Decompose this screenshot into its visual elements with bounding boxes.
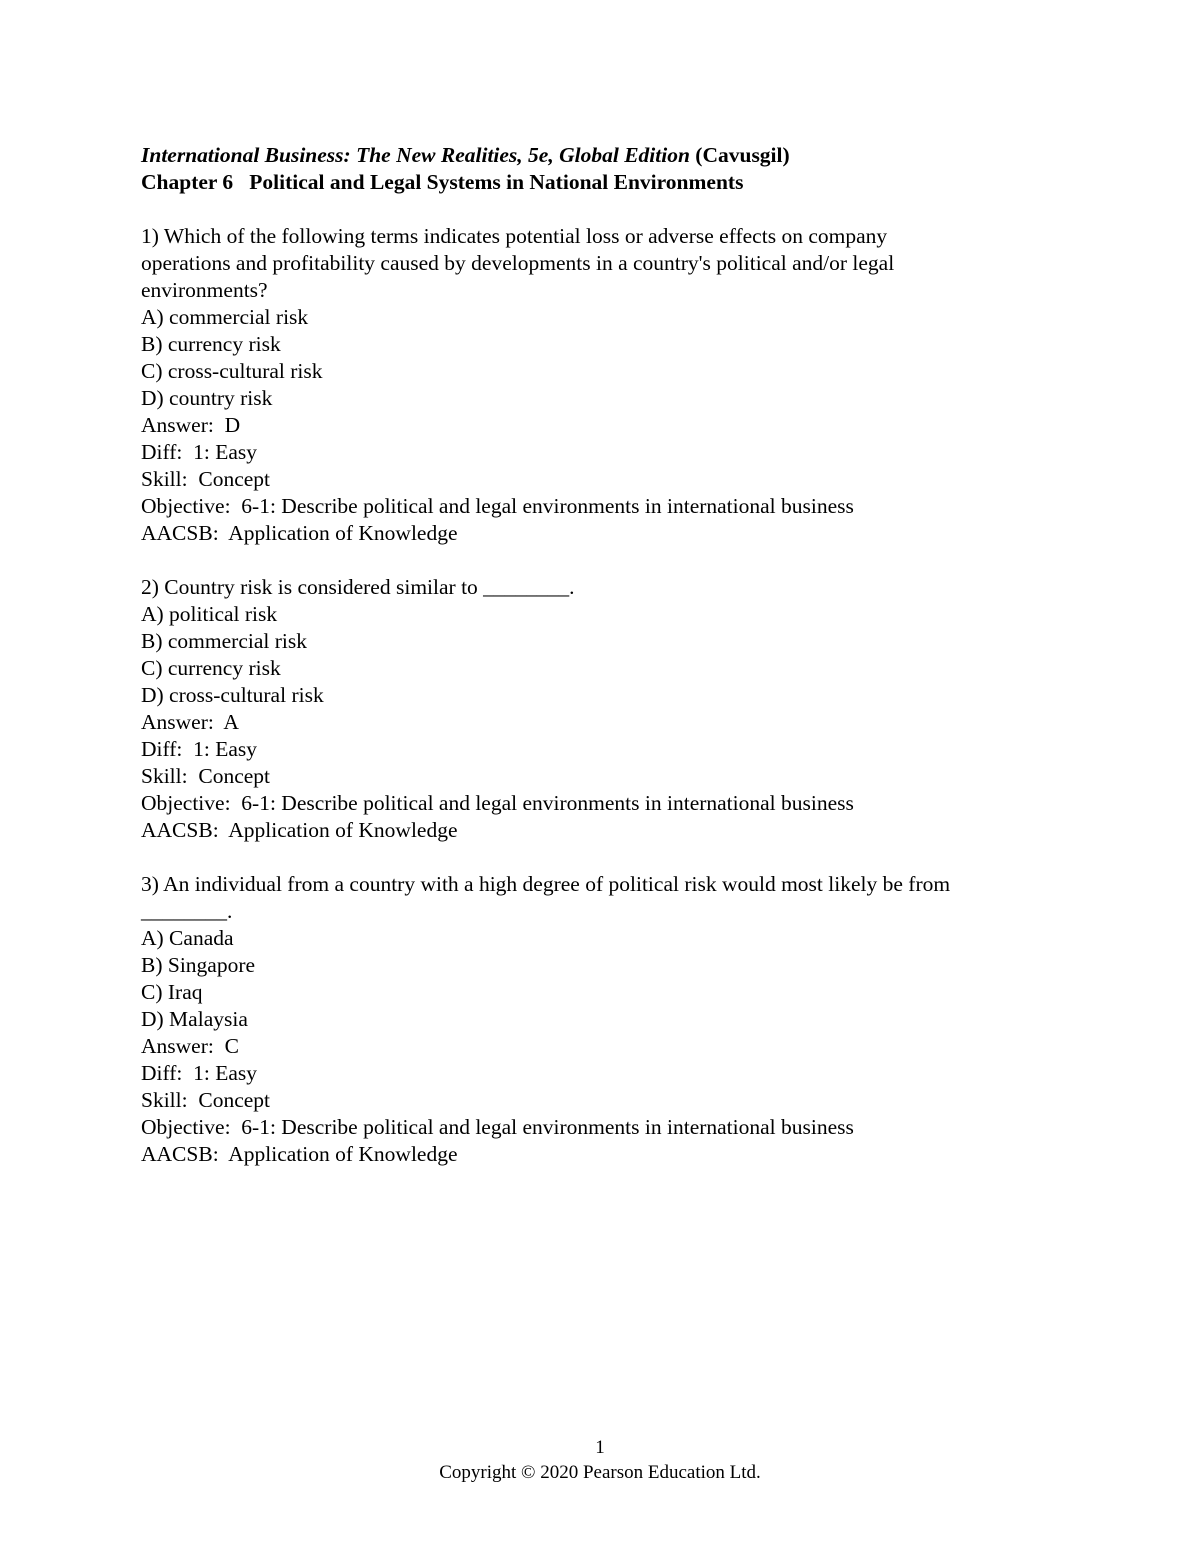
question-stem-line: 1) Which of the following terms indicates potential loss or adverse effects on company <box>141 224 888 248</box>
answer-key: Answer: D <box>141 413 241 437</box>
blank-line <box>141 196 1061 223</box>
answer-option: D) Malaysia <box>141 1007 248 1031</box>
difficulty: Diff: 1: Easy <box>141 440 258 464</box>
objective: Objective: 6-1: Describe political and legal environments in international business <box>141 1115 854 1139</box>
skill: Skill: Concept <box>141 1088 270 1112</box>
answer-option: C) Iraq <box>141 980 203 1004</box>
aacsb-standard: AACSB: Application of Knowledge <box>141 818 458 842</box>
answer-option: C) currency risk <box>141 656 281 680</box>
page-content <box>141 142 1061 1168</box>
answer-option: B) currency risk <box>141 332 281 356</box>
skill: Skill: Concept <box>141 467 270 491</box>
objective: Objective: 6-1: Describe political and legal environments in international business <box>141 494 854 518</box>
chapter-heading: Chapter 6 Political and Legal Systems in National Environments <box>141 170 744 194</box>
blank-line <box>141 844 1061 871</box>
question-stem-line: 2) Country risk is considered similar to ________. <box>141 575 575 599</box>
page-number: 1 <box>595 1437 605 1458</box>
answer-option: D) cross-cultural risk <box>141 683 324 707</box>
question-block <box>141 574 1061 844</box>
book-author: (Cavusgil) <box>695 143 790 167</box>
answer-option: A) political risk <box>141 602 278 626</box>
aacsb-standard: AACSB: Application of Knowledge <box>141 1142 458 1166</box>
skill: Skill: Concept <box>141 764 270 788</box>
copyright-notice: Copyright © 2020 Pearson Education Ltd. <box>439 1462 761 1483</box>
answer-option: B) commercial risk <box>141 629 307 653</box>
question-stem-line: environments? <box>141 278 268 302</box>
question-stem-line: ________. <box>141 899 233 923</box>
blank-line <box>141 547 1061 574</box>
book-title: International Business: The New Realities, 5e, Global Edition <box>141 143 690 167</box>
answer-option: A) commercial risk <box>141 305 309 329</box>
answer-key: Answer: C <box>141 1034 239 1058</box>
question-block <box>141 871 1061 1168</box>
answer-key: Answer: A <box>141 710 239 734</box>
answer-option: D) country risk <box>141 386 273 410</box>
objective: Objective: 6-1: Describe political and legal environments in international business <box>141 791 854 815</box>
question-block <box>141 223 1061 547</box>
answer-option: A) Canada <box>141 926 234 950</box>
answer-option: C) cross-cultural risk <box>141 359 323 383</box>
question-list <box>141 196 1061 1168</box>
question-stem-line: operations and profitability caused by developments in a country's political and/or legal <box>141 251 895 275</box>
difficulty: Diff: 1: Easy <box>141 737 258 761</box>
book-title-line <box>141 142 1061 169</box>
question-stem-line: 3) An individual from a country with a high degree of political risk would most likely be from <box>141 872 951 896</box>
aacsb-standard: AACSB: Application of Knowledge <box>141 521 458 545</box>
difficulty: Diff: 1: Easy <box>141 1061 258 1085</box>
answer-option: B) Singapore <box>141 953 256 977</box>
